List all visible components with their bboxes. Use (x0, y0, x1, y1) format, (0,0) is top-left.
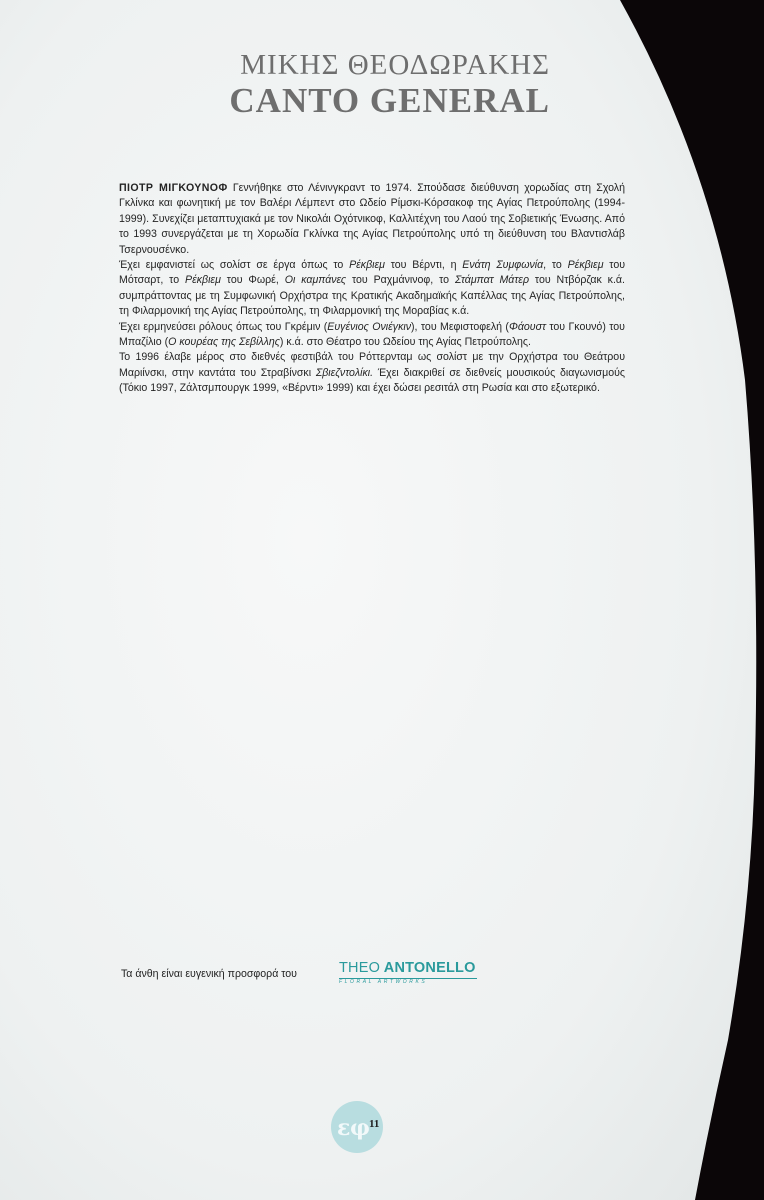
work-title-italic: Στάμπατ Μάτερ (454, 274, 530, 287)
bio-paragraph-1 (119, 181, 625, 258)
work-title-italic: Ρέκβιεμ (349, 259, 385, 272)
artist-name: ΠΙΟΤΡ ΜΙΓΚΟΥΝΟΦ (119, 182, 228, 194)
logo-subtitle: FLORAL ARTWORKS (339, 979, 428, 985)
work-title-italic: Ενάτη Συμφωνία (462, 259, 544, 272)
bio-text: Έχει εμφανιστεί ως σολίστ σε έργα όπως το (119, 259, 350, 272)
credit-text: Τα άνθη είναι ευγενική προσφορά του (121, 968, 297, 980)
work-title-italic: Ευγένιος Ονιέγκιν (327, 320, 412, 333)
bio-text: του Φωρέ, (220, 274, 285, 287)
work-title: CANTO GENERAL (229, 81, 550, 120)
bio-text: του Βέρντι, η (384, 259, 463, 272)
bio-paragraph-4 (119, 350, 625, 396)
work-title-italic: Ρέκβιεμ (567, 259, 604, 272)
bio-text: Γεννήθηκε στο Λένινγκραντ το 1974. Σπούδασε διεύθυνση χορωδίας στη Σχολή Γκλίνκα και φωνητική με τον Βαλέρι Λέμπεντ στο Ωδείο Ρίμσκι-Κόρσακοφ της Αγίας Πετρούπολης (1994-1999). Συνεχίζει μεταπτυχιακά με τον Νικολάι Οχότνικοφ, Καλλιτέχνη του Λαού της Σοβιετικής Ένωσης. Από το 1993 συνεργάζεται με τη Χορωδία Γκλίνκα της Αγίας Πετρούπολης υπό τη διεύθυνση του Βλαντισλάβ Τσερνουσένκο. (119, 182, 625, 256)
sponsor-logo (339, 960, 476, 976)
svg-text:φ: φ (350, 1115, 370, 1141)
bio-paragraph-2 (119, 258, 625, 320)
bio-text: του Μότσαρτ, το (119, 259, 626, 287)
bio-text: , το (543, 259, 568, 272)
bio-text: Έχει διακριθεί σε διεθνείς μουσικούς διαγωνισμούς (Τόκιο 1997, Ζάλτσμπουργκ 1999, «Βέρντι» 1999) και έχει δώσει ρεσιτάλ στη Ρωσία και στο εξωτερικό. (119, 366, 625, 395)
work-title-italic: Οι καμπάνες (284, 274, 347, 287)
bio-text: ) κ.ά. στο Θέατρο του Ωδείου της Αγίας Πετρούπολης. (279, 336, 531, 349)
work-title-italic: Σβιεζντολίκι. (315, 366, 374, 379)
composer-name: ΜΙΚΗΣ ΘΕΟΔΩΡΑΚΗΣ (240, 49, 550, 81)
bio-text: ), του Μεφιστοφελή ( (411, 320, 509, 333)
bio-text: του Ραχμάνινοφ, το (346, 274, 455, 287)
logo-antonello: ANTONELLO (383, 960, 476, 976)
logo-theo: THEO (339, 960, 381, 976)
header (150, 48, 550, 120)
bio-text: Έχει ερμηνεύσει ρόλους όπως του Γκρέμιν ( (119, 320, 328, 333)
sponsor-credit (121, 958, 501, 988)
work-title-italic: Ρέκβιεμ (185, 274, 221, 287)
biography (119, 181, 625, 397)
bio-paragraph-3 (119, 320, 625, 351)
bio-text: του Γκουνό) του Μπαζίλιο ( (119, 320, 625, 349)
page-number: 11 (369, 1118, 380, 1130)
work-title-italic: Φάουστ (508, 320, 546, 333)
bio-text: Το 1996 έλαβε μέρος στο διεθνές φεστιβάλ του Ρόττερνταμ ως σολίστ με την Ορχήστρα του Θεάτρου Μαριίνσκι, στην καντάτα του Στραβίνσκι (119, 351, 625, 379)
work-title-italic: Ο κουρέας της Σεβίλλης (168, 336, 280, 349)
svg-text:ε: ε (337, 1115, 351, 1141)
bio-text: του Ντβόρζακ κ.ά. συμπράττοντας με τη Συμφωνική Ορχήστρα της Κρατικής Ακαδημαϊκής Καπέλλας της Αγίας Πετρούπολης, τη Φιλαρμονική της Αγίας Πετρούπολης, τη Φιλαρμονική της Μοραβίας κ.ά. (119, 274, 625, 318)
